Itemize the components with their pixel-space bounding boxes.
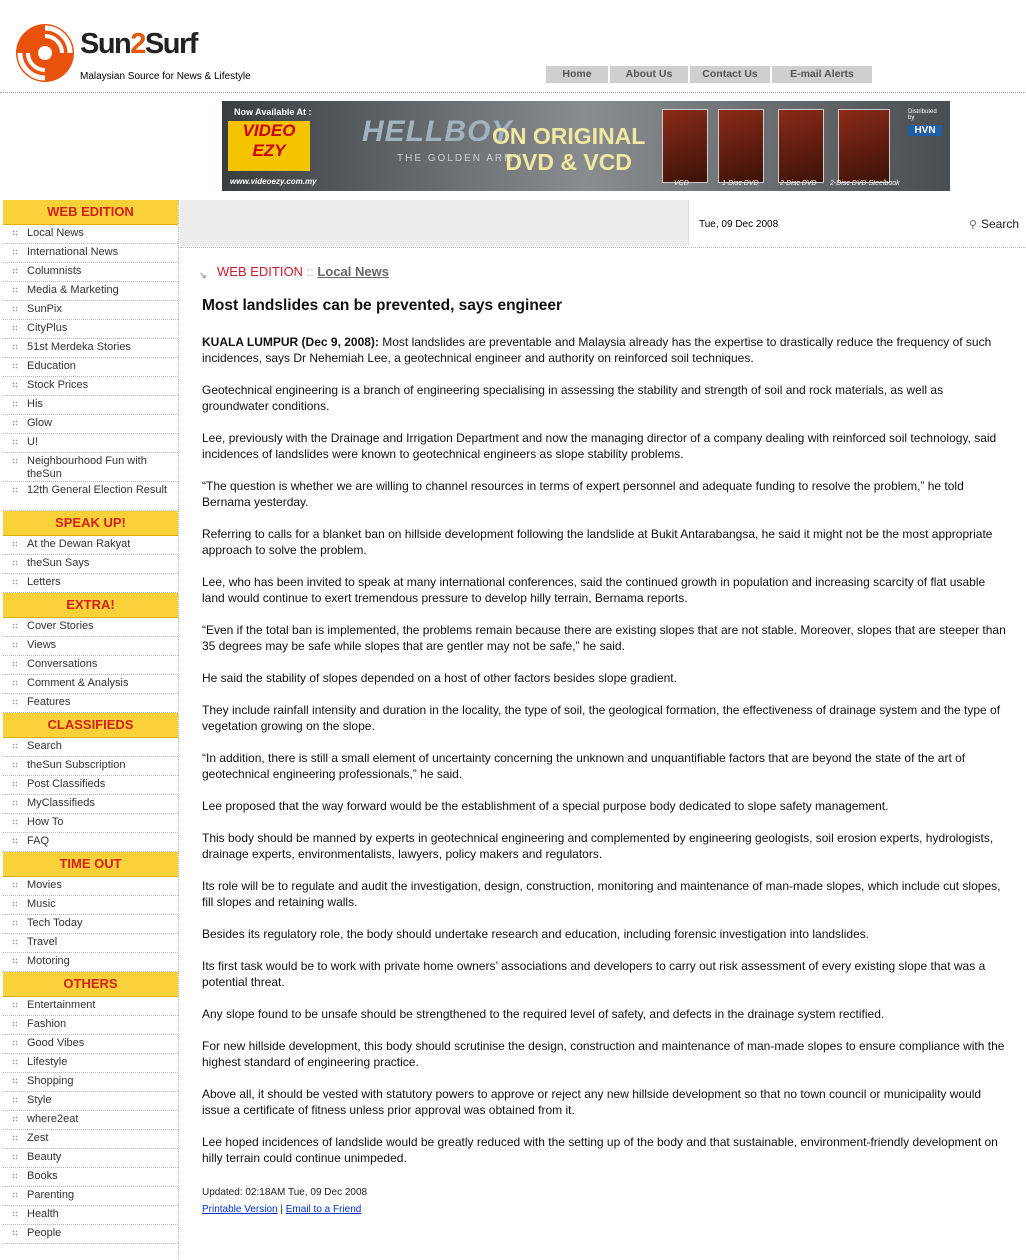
sidebar-item-label: Lifestyle — [27, 1056, 68, 1068]
sidebar-item[interactable] — [3, 757, 178, 776]
site-header — [0, 0, 1026, 93]
article-paragraph: “In addition, there is still a small element of uncertainty concerning the unknown and unquantifiable factors that are beyond the state of the art of geotechnical engineering professionals,” he said. — [202, 751, 966, 781]
bullet-icon — [12, 344, 18, 350]
product-label-1disc: 1-Disc DVD — [722, 180, 759, 187]
sidebar-item[interactable] — [3, 795, 178, 814]
sidebar-item-label: Travel — [27, 936, 58, 948]
sidebar-item-label: Education — [27, 360, 76, 372]
bullet-icon — [12, 487, 18, 493]
bullet-icon — [12, 1135, 18, 1141]
sidebar-item[interactable] — [3, 814, 178, 833]
sidebar-item-label: 12th General Election Result — [27, 484, 168, 496]
links-separator: | — [277, 1204, 286, 1215]
sidebar-item-label: Cover Stories — [27, 620, 94, 632]
sidebar-item[interactable] — [3, 1073, 178, 1092]
sidebar-item[interactable] — [3, 1016, 178, 1035]
sidebar-item-label: where2eat — [27, 1113, 79, 1125]
tagline: Malaysian Source for News & Lifestyle — [80, 71, 251, 82]
article-body — [202, 334, 1006, 1182]
sidebar-item-label: Good Vibes — [27, 1037, 85, 1049]
sidebar-item[interactable] — [3, 675, 178, 694]
sidebar-item[interactable] — [3, 225, 178, 244]
sidebar-item[interactable] — [3, 339, 178, 358]
sidebar-item[interactable] — [3, 282, 178, 301]
sidebar-item[interactable] — [3, 1168, 178, 1187]
article-paragraph: Any slope found to be unsafe should be strengthened to the required level of safety, and defects in the drainage system rectified. — [202, 1007, 885, 1021]
bullet-icon — [12, 699, 18, 705]
banner-format-text — [492, 123, 645, 175]
bullet-icon — [12, 230, 18, 236]
sidebar-item-label: theSun Subscription — [27, 759, 126, 771]
breadcrumb-edition: WEB EDITION — [217, 264, 303, 279]
sidebar-item[interactable] — [3, 482, 178, 511]
product-box-1disc — [718, 109, 764, 183]
bullet-icon — [12, 579, 18, 585]
brand-part-surf: Surf — [144, 28, 197, 60]
current-date: Tue, 09 Dec 2008 — [699, 219, 779, 230]
product-box-steelbook — [838, 109, 890, 183]
sidebar-item-label: Shopping — [27, 1075, 74, 1087]
bullet-icon — [12, 762, 18, 768]
sidebar-item[interactable] — [3, 1054, 178, 1073]
bullet-icon — [12, 680, 18, 686]
nav-contact-us[interactable]: Contact Us — [690, 66, 772, 83]
sidebar-heading: CLASSIFIEDS — [3, 713, 178, 738]
bullet-icon — [12, 325, 18, 331]
sidebar-item-label: Fashion — [27, 1018, 67, 1030]
sidebar-item[interactable] — [3, 358, 178, 377]
article-dateline: KUALA LUMPUR (Dec 9, 2008): — [202, 335, 379, 349]
sidebar-item[interactable] — [3, 1206, 178, 1225]
sidebar-item[interactable] — [3, 738, 178, 757]
sidebar-item[interactable] — [3, 555, 178, 574]
sidebar-item-label: Glow — [27, 417, 53, 429]
breadcrumb — [217, 264, 389, 279]
product-label-steelbook: 2-Disc DVD Steelbook — [830, 180, 900, 187]
banner-movie-title: HELLBOY — [362, 115, 513, 148]
bullet-icon — [12, 458, 18, 464]
bullet-icon — [12, 268, 18, 274]
sidebar-item-label: Beauty — [27, 1151, 62, 1163]
article-lead — [202, 334, 1006, 366]
sidebar-item-label: theSun Says — [27, 557, 90, 569]
sidebar-item[interactable] — [3, 915, 178, 934]
article-paragraph: Lee, who has been invited to speak at many international conferences, said the continued growth in population and increasing scarcity of flat usable land would continue to exert tremendous pressure to develop hilly terrain, Bernama reports. — [202, 575, 986, 605]
sidebar-item-label: Conversations — [27, 658, 98, 670]
sidebar-item[interactable] — [3, 618, 178, 637]
bullet-icon — [12, 958, 18, 964]
bullet-icon — [12, 642, 18, 648]
sidebar-item[interactable] — [3, 377, 178, 396]
article-paragraph: Its role will be to regulate and audit the investigation, design, construction, monitoring and maintenance of man-made slopes, which include cut slopes, fill slopes and retaining walls. — [202, 879, 1001, 909]
sidebar-item-label: Letters — [27, 576, 61, 588]
sidebar-item-label: How To — [27, 816, 64, 828]
article-title: Most landslides can be prevented, says engineer — [202, 297, 563, 314]
advertisement-banner[interactable] — [222, 101, 950, 191]
sidebar-item[interactable] — [3, 1187, 178, 1206]
article-paragraph: Its first task would be to work with private home owners’ associations and developers to carry out risk assessment of every existing slope that was a potential threat. — [202, 959, 986, 989]
sidebar-item-label: 51st Merdeka Stories — [27, 341, 131, 353]
date-search-bar — [688, 200, 1026, 246]
distributor-label: Distributed by — [908, 109, 937, 121]
bullet-icon — [12, 560, 18, 566]
bullet-icon — [12, 939, 18, 945]
breadcrumb-local-news[interactable]: Local News — [317, 264, 389, 279]
article-paragraph: This body should be manned by experts in geotechnical engineering and complemented by engineering geologists, soil erosion experts, hydrologists, drainage experts, environmentalists, lawyers, policy makers and regulators. — [202, 831, 994, 861]
bullet-icon — [12, 541, 18, 547]
sidebar-item-label: Health — [27, 1208, 59, 1220]
sidebar-item[interactable] — [3, 536, 178, 555]
article-paragraph: For new hillside development, this body should scrutinise the design, construction and maintenance of man-made slopes to ensure compliance with the highest standard of engineering practice. — [202, 1039, 1005, 1069]
sidebar-item[interactable] — [3, 574, 178, 593]
sidebar-item[interactable] — [3, 694, 178, 713]
sidebar-item-label: Movies — [27, 879, 62, 891]
sidebar-item-label: FAQ — [27, 835, 50, 847]
article-paragraph: Lee proposed that the way forward would be the establishment of a special purpose body dedicated to slope safety management. — [202, 799, 889, 813]
sidebar-item-label: International News — [27, 246, 119, 258]
sidebar-item-label: SunPix — [27, 303, 62, 315]
sidebar-item-label: At the Dewan Rakyat — [27, 538, 131, 550]
banner-movie-subtitle: THE GOLDEN ARMY — [397, 153, 524, 164]
bullet-icon — [12, 838, 18, 844]
sidebar-item-label: Views — [27, 639, 57, 651]
sidebar-item[interactable] — [3, 320, 178, 339]
sidebar-item-label: His — [27, 398, 43, 410]
bullet-icon — [12, 901, 18, 907]
article-paragraph: Above all, it should be vested with statutory powers to approve or reject any new hillside development so that no town council or municipality would issue a certificate of fitness unless prior approval was obtained from it. — [202, 1087, 982, 1117]
banner-format-line2: DVD & VCD — [505, 149, 632, 175]
banner-url: www.videoezy.com.my — [230, 177, 317, 186]
updated-timestamp: Updated: 02:18AM Tue, 09 Dec 2008 — [202, 1187, 368, 1198]
sidebar-heading: OTHERS — [3, 972, 178, 997]
sidebar-heading: TIME OUT — [3, 852, 178, 877]
sidebar-item[interactable] — [3, 244, 178, 263]
article-paragraph: They include rainfall intensity and duration in the locality, the type of soil, the geological formation, the effectiveness of drainage system and the type of vegetation growing on the slope. — [202, 703, 1001, 733]
sidebar-item-label: Stock Prices — [27, 379, 89, 391]
sidebar-item[interactable] — [3, 833, 178, 852]
bullet-icon — [12, 1116, 18, 1122]
sidebar-item[interactable] — [3, 453, 178, 482]
sidebar-item[interactable] — [3, 934, 178, 953]
sidebar-item-label: Music — [27, 898, 56, 910]
sidebar-item-label: Features — [27, 696, 71, 708]
distributor-logo: HVN — [908, 125, 942, 136]
top-nav — [546, 66, 874, 83]
sidebar-item[interactable] — [3, 896, 178, 915]
article-paragraph: Referring to calls for a blanket ban on hillside development following the landslide at Bukit Antarabangsa, he said it might not be the most appropriate approach to solve the problem. — [202, 527, 993, 557]
sidebar-item[interactable] — [3, 415, 178, 434]
search-link[interactable] — [969, 217, 1019, 231]
bullet-icon — [12, 623, 18, 629]
product-box-2disc — [778, 109, 824, 183]
sidebar-item[interactable] — [3, 1111, 178, 1130]
bullet-icon — [12, 363, 18, 369]
brand-part-sun: Sun — [80, 28, 131, 60]
sidebar-item[interactable] — [3, 1149, 178, 1168]
sidebar-item[interactable] — [3, 1225, 178, 1244]
bullet-icon — [12, 1040, 18, 1046]
sidebar-item-label: CityPlus — [27, 322, 68, 334]
search-icon: ⚲ — [968, 219, 977, 231]
sidebar-item-label: Columnists — [27, 265, 82, 277]
banner-available-text: Now Available At : — [234, 107, 312, 117]
article-links — [202, 1204, 361, 1215]
sidebar-heading: EXTRA! — [3, 593, 178, 618]
sidebar-item-label: Tech Today — [27, 917, 83, 929]
bullet-icon — [12, 1230, 18, 1236]
breadcrumb-separator: :: — [302, 264, 318, 279]
sidebar-item[interactable] — [3, 953, 178, 972]
bullet-icon — [12, 1211, 18, 1217]
sidebar-item[interactable] — [3, 263, 178, 282]
sidebar-item-label: Motoring — [27, 955, 70, 967]
sidebar-item-label: Post Classifieds — [27, 778, 106, 790]
sidebar — [3, 200, 178, 1244]
bullet-icon — [12, 920, 18, 926]
sidebar-item-label: Books — [27, 1170, 58, 1182]
bullet-icon — [12, 306, 18, 312]
article-paragraph: “Even if the total ban is implemented, the problems remain because there are existing slopes that are not stable. Moreover, slopes that are steeper than 35 degrees may be safe while slopes that are gentler may not be safe,” he said. — [202, 623, 1006, 653]
nav-home[interactable]: Home — [546, 66, 610, 83]
sidebar-item[interactable] — [3, 396, 178, 415]
article-paragraph: Besides its regulatory role, the body should undertake research and education, including forensic investigation into landslides. — [202, 927, 870, 941]
bullet-icon — [12, 420, 18, 426]
banner-format-line1: ON ORIGINAL — [492, 123, 646, 149]
sidebar-item-label: Comment & Analysis — [27, 677, 129, 689]
sidebar-item-label: People — [27, 1227, 62, 1239]
sidebar-item[interactable] — [3, 1092, 178, 1111]
sidebar-item-label: Search — [27, 740, 62, 752]
search-label: Search — [980, 217, 1019, 231]
bullet-icon — [12, 800, 18, 806]
product-label-2disc: 2-Disc DVD — [780, 180, 817, 187]
article-lead-text: Most landslides are preventable and Malaysia already has the expertise to drastically reduce the frequency of such incidences, says Dr Nehemiah Lee, a geotechnical engineer and authority on reinforced soil techniques. — [202, 335, 992, 365]
email-friend-link[interactable]: Email to a Friend — [285, 1204, 362, 1215]
brand-name[interactable] — [80, 28, 197, 60]
bullet-icon — [12, 1097, 18, 1103]
sidebar-item-label: MyClassifieds — [27, 797, 95, 809]
product-box-vcd — [662, 109, 708, 183]
sidebar-item-label: Parenting — [27, 1189, 75, 1201]
brand-part-two: 2 — [130, 28, 145, 60]
nav-about-us[interactable]: About Us — [610, 66, 690, 83]
sidebar-item-label: Style — [27, 1094, 52, 1106]
bullet-icon — [12, 882, 18, 888]
toolbar-area — [180, 200, 688, 246]
sidebar-item[interactable] — [3, 434, 178, 453]
bullet-icon — [12, 382, 18, 388]
sidebar-item-label: Local News — [27, 227, 84, 239]
product-label-vcd: VCD — [674, 180, 689, 187]
sidebar-item-label: Entertainment — [27, 999, 96, 1011]
bullet-icon — [12, 781, 18, 787]
bullet-icon — [12, 1021, 18, 1027]
sidebar-item-label: Zest — [27, 1132, 49, 1144]
sidebar-heading: SPEAK UP! — [3, 511, 178, 536]
bullet-icon — [12, 1154, 18, 1160]
nav-email-alerts[interactable]: E-mail Alerts — [772, 66, 874, 83]
article-paragraph: Geotechnical engineering is a branch of engineering specialising in assessing the stability and strength of soil and rock materials, as well as groundwater conditions. — [202, 383, 944, 413]
distributor-block — [908, 109, 942, 183]
sun-logo-icon[interactable] — [14, 22, 76, 84]
sidebar-item[interactable] — [3, 997, 178, 1016]
sidebar-divider — [178, 200, 180, 1260]
article-paragraph: Lee, previously with the Drainage and Irrigation Department and now the managing director of a company dealing with reinforced soil technology, said incidences of landslides were known to geotechnical engineers as slope stability problems. — [202, 431, 997, 461]
bullet-icon — [12, 1002, 18, 1008]
bullet-icon — [12, 249, 18, 255]
bullet-icon — [12, 439, 18, 445]
bullet-icon — [12, 743, 18, 749]
sidebar-item[interactable] — [3, 1035, 178, 1054]
bullet-icon — [12, 1059, 18, 1065]
bullet-icon — [12, 401, 18, 407]
banner-store-name: VIDEO EZY — [242, 121, 296, 160]
bullet-icon — [12, 1078, 18, 1084]
bullet-icon — [12, 287, 18, 293]
sidebar-item-label: Media & Marketing — [27, 284, 119, 296]
video-ezy-logo — [228, 121, 310, 171]
breadcrumb-arrow-icon: ↘ — [199, 270, 207, 280]
sidebar-item[interactable] — [3, 656, 178, 675]
printable-version-link[interactable]: Printable Version — [202, 1204, 278, 1215]
sidebar-item-label: Neighbourhood Fun with theSun — [27, 455, 147, 480]
article-paragraph: Lee hoped incidences of landslide would be greatly reduced with the setting up of the body and that sustainable, environment-friendly development on hilly terrain could continue unimpeded. — [202, 1135, 998, 1165]
article-paragraph: He said the stability of slopes depended on a host of other factors besides slope gradient. — [202, 671, 677, 685]
sidebar-item[interactable] — [3, 776, 178, 795]
sidebar-heading: WEB EDITION — [3, 200, 178, 225]
sidebar-item[interactable] — [3, 877, 178, 896]
toolbar-divider — [180, 247, 1026, 249]
sidebar-item[interactable] — [3, 637, 178, 656]
sidebar-item[interactable] — [3, 301, 178, 320]
bullet-icon — [12, 819, 18, 825]
bullet-icon — [12, 661, 18, 667]
sidebar-item-label: U! — [27, 436, 38, 448]
sidebar-item[interactable] — [3, 1130, 178, 1149]
article-paragraph: “The question is whether we are willing to channel resources in terms of expert personnel and adequate funding to resolve the problem,” he told Bernama yesterday. — [202, 479, 964, 509]
bullet-icon — [12, 1173, 18, 1179]
bullet-icon — [12, 1192, 18, 1198]
